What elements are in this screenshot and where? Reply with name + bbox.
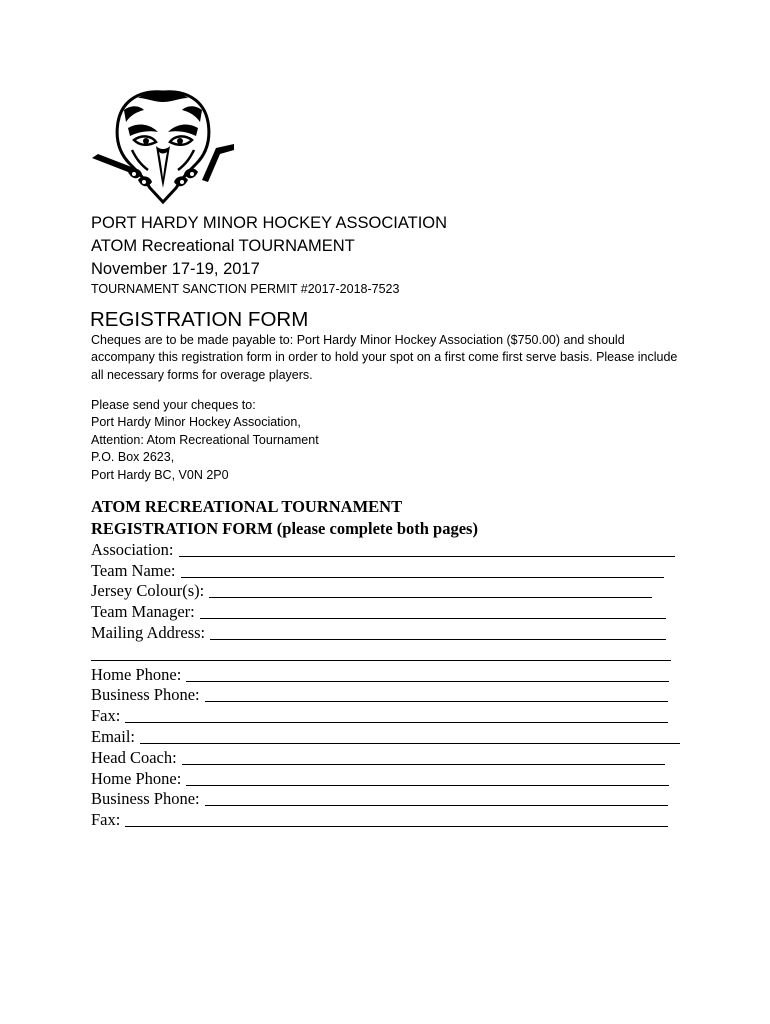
head-coach-input[interactable] [182, 750, 665, 765]
form-heading-line-2: REGISTRATION FORM (please complete both pages) [91, 519, 478, 538]
registration-title: REGISTRATION FORM [90, 308, 309, 331]
field-mailing-address-continued [91, 643, 691, 664]
tournament-header [91, 212, 731, 298]
team-manager-input[interactable] [200, 604, 666, 619]
hockey-eagle-logo-icon [88, 88, 238, 206]
address-line: Attention: Atom Recreational Tournament [91, 432, 319, 447]
business-phone-input[interactable] [205, 687, 668, 702]
field-label: Fax: [91, 706, 121, 726]
field-home-phone [91, 664, 691, 685]
field-association [91, 539, 691, 560]
association-name: PORT HARDY MINOR HOCKEY ASSOCIATION [91, 214, 448, 232]
home-phone-input[interactable] [186, 667, 669, 682]
mailing-address-block [91, 397, 319, 484]
address-line: Port Hardy Minor Hockey Association, [91, 415, 301, 430]
field-label: Business Phone: [91, 685, 200, 705]
coach-fax-input[interactable] [125, 812, 668, 827]
field-coach-fax [91, 809, 691, 830]
field-head-coach [91, 747, 691, 768]
tournament-name: ATOM Recreational TOURNAMENT [91, 237, 355, 255]
form-heading [91, 496, 478, 540]
fax-input[interactable] [125, 708, 668, 723]
mailing-address-line-2-input[interactable] [91, 646, 671, 661]
tournament-dates: November 17-19, 2017 [91, 260, 260, 278]
coach-home-phone-input[interactable] [186, 771, 669, 786]
field-coach-home-phone [91, 768, 691, 789]
sanction-permit: TOURNAMENT SANCTION PERMIT #2017-2018-7523 [91, 282, 400, 296]
field-label: Team Name: [91, 560, 176, 580]
field-team-name [91, 560, 691, 581]
mailing-address-input[interactable] [210, 625, 666, 640]
address-line: Please send your cheques to: [91, 398, 256, 412]
field-mailing-address [91, 622, 691, 643]
field-business-phone [91, 685, 691, 706]
address-line: Port Hardy BC, V0N 2P0 [91, 467, 229, 482]
registration-fields [91, 539, 691, 830]
form-heading-line-1: ATOM RECREATIONAL TOURNAMENT [91, 497, 403, 516]
field-label: Jersey Colour(s): [91, 581, 205, 601]
field-label: Home Phone: [91, 768, 182, 788]
field-label: Email: [91, 726, 135, 746]
jersey-colours-input[interactable] [209, 583, 652, 598]
field-coach-business-phone [91, 789, 691, 810]
address-line: P.O. Box 2623, [91, 450, 175, 465]
field-team-manager [91, 601, 691, 622]
association-input[interactable] [179, 542, 675, 557]
field-fax [91, 705, 691, 726]
coach-business-phone-input[interactable] [205, 791, 668, 806]
payment-instructions: Cheques are to be made payable to: Port Hardy Minor Hockey Association ($750.00) and should accompany this registration form in order to hold your spot on a first come first serve basis. Please include all necessary forms for overage players. [91, 333, 678, 382]
field-label: Business Phone: [91, 789, 200, 809]
field-label: Head Coach: [91, 747, 177, 767]
field-label: Fax: [91, 810, 121, 830]
field-label: Association: [91, 539, 174, 559]
email-input[interactable] [140, 729, 680, 744]
field-label: Team Manager: [91, 602, 195, 622]
team-name-input[interactable] [181, 563, 664, 578]
field-email [91, 726, 691, 747]
field-jersey-colours [91, 581, 691, 602]
field-label: Home Phone: [91, 664, 182, 684]
field-label: Mailing Address: [91, 622, 206, 642]
